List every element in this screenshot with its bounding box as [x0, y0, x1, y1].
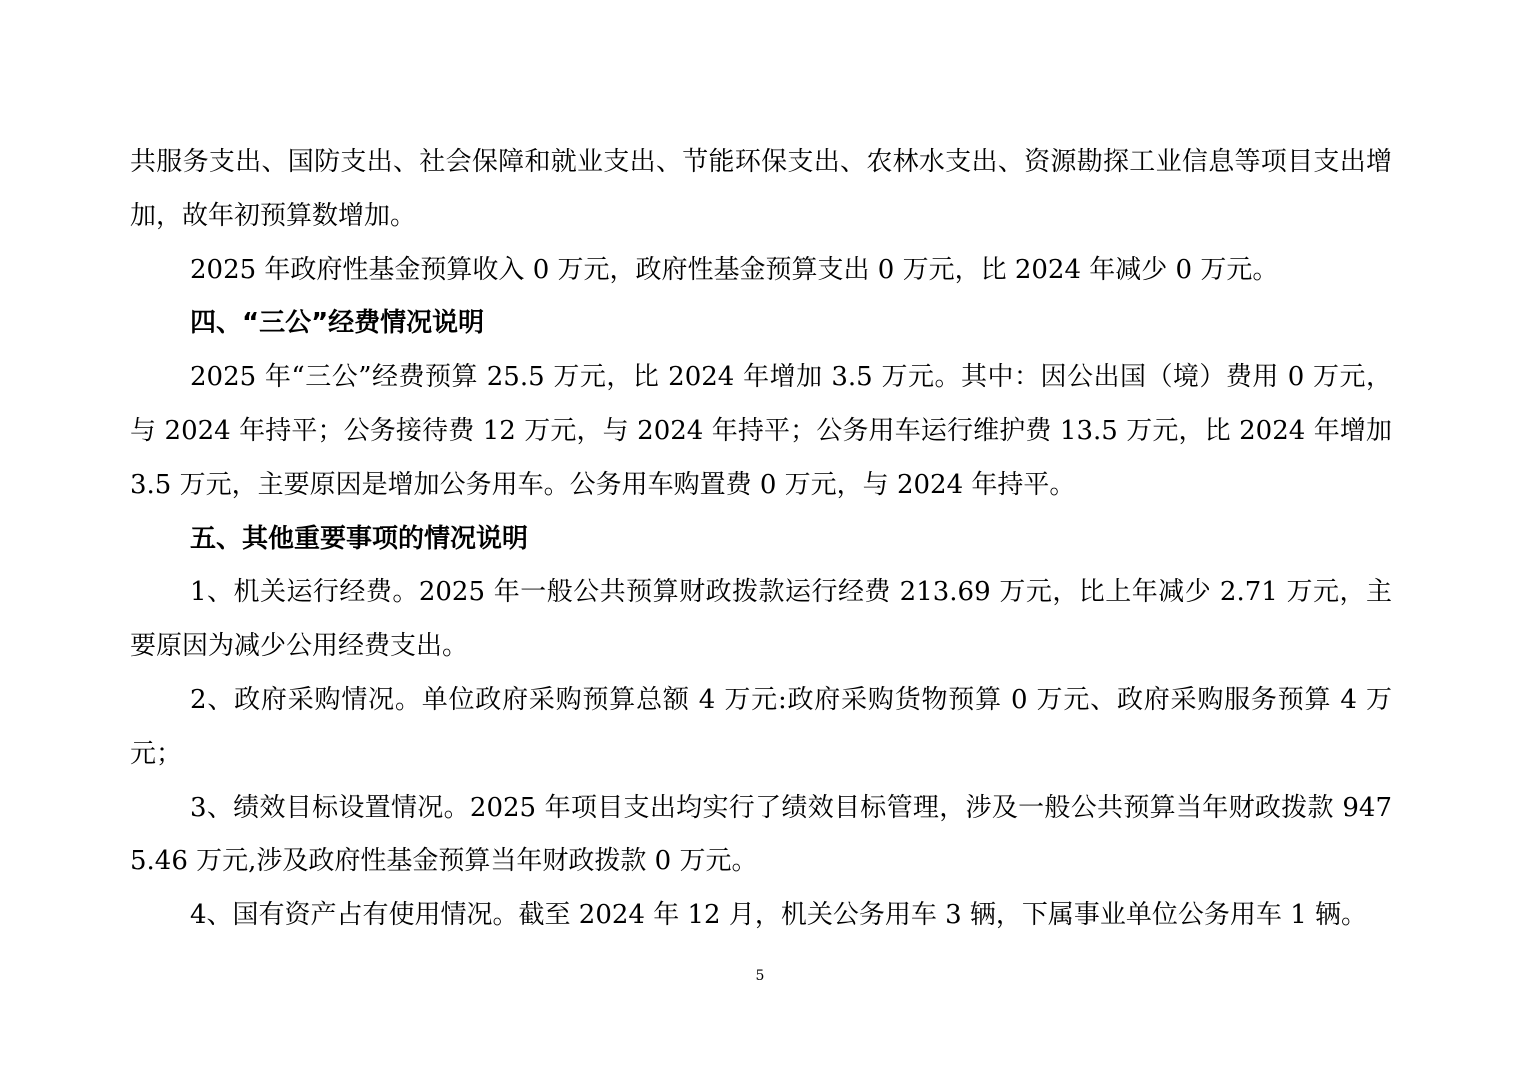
paragraph-state-assets: 4、国有资产占有使用情况。截至 2024 年 12 月，机关公务用车 3 辆，下属事业单位公务用车 1 辆。: [190, 900, 1367, 931]
section-heading-five: 五、其他重要事项的情况说明: [190, 523, 529, 554]
paragraph-government-procurement: 2、政府采购情况。单位政府采购预算总额 4 万元:政府采购货物预算 0 万元、政府采购服务预算 4 万元；: [130, 684, 1392, 769]
page-number: 5: [755, 968, 765, 984]
paragraph-government-fund-budget: 2025 年政府性基金预算收入 0 万元，政府性基金预算支出 0 万元，比 2024 年减少 0 万元。: [190, 254, 1279, 285]
document-body: [130, 136, 1392, 943]
section-heading-four: 四、“三公”经费情况说明: [190, 308, 485, 339]
paragraph-three-public-expenses: 2025 年“三公”经费预算 25.5 万元，比 2024 年增加 3.5 万元。其中：因公出国（境）费用 0 万元，与 2024 年持平；公务接待费 12 万元，与 2024 年持平；公务用车运行维护费 13.5 万元，比 2024 年增加 3.5 万元，主要原因是增加公务用车。公务用车购置费 0 万元，与 2024 年持平。: [130, 362, 1392, 500]
paragraph-operating-expenses: 1、机关运行经费。2025 年一般公共预算财政拨款运行经费 213.69 万元，比上年减少 2.71 万元，主要原因为减少公用经费支出。: [130, 577, 1392, 662]
paragraph-performance-targets: 3、绩效目标设置情况。2025 年项目支出均实行了绩效目标管理，涉及一般公共预算当年财政拨款 9475.46 万元,涉及政府性基金预算当年财政拨款 0 万元。: [130, 792, 1392, 877]
paragraph-continuation: 共服务支出、国防支出、社会保障和就业支出、节能环保支出、农林水支出、资源勘探工业信息等项目支出增加，故年初预算数增加。: [130, 147, 1392, 231]
